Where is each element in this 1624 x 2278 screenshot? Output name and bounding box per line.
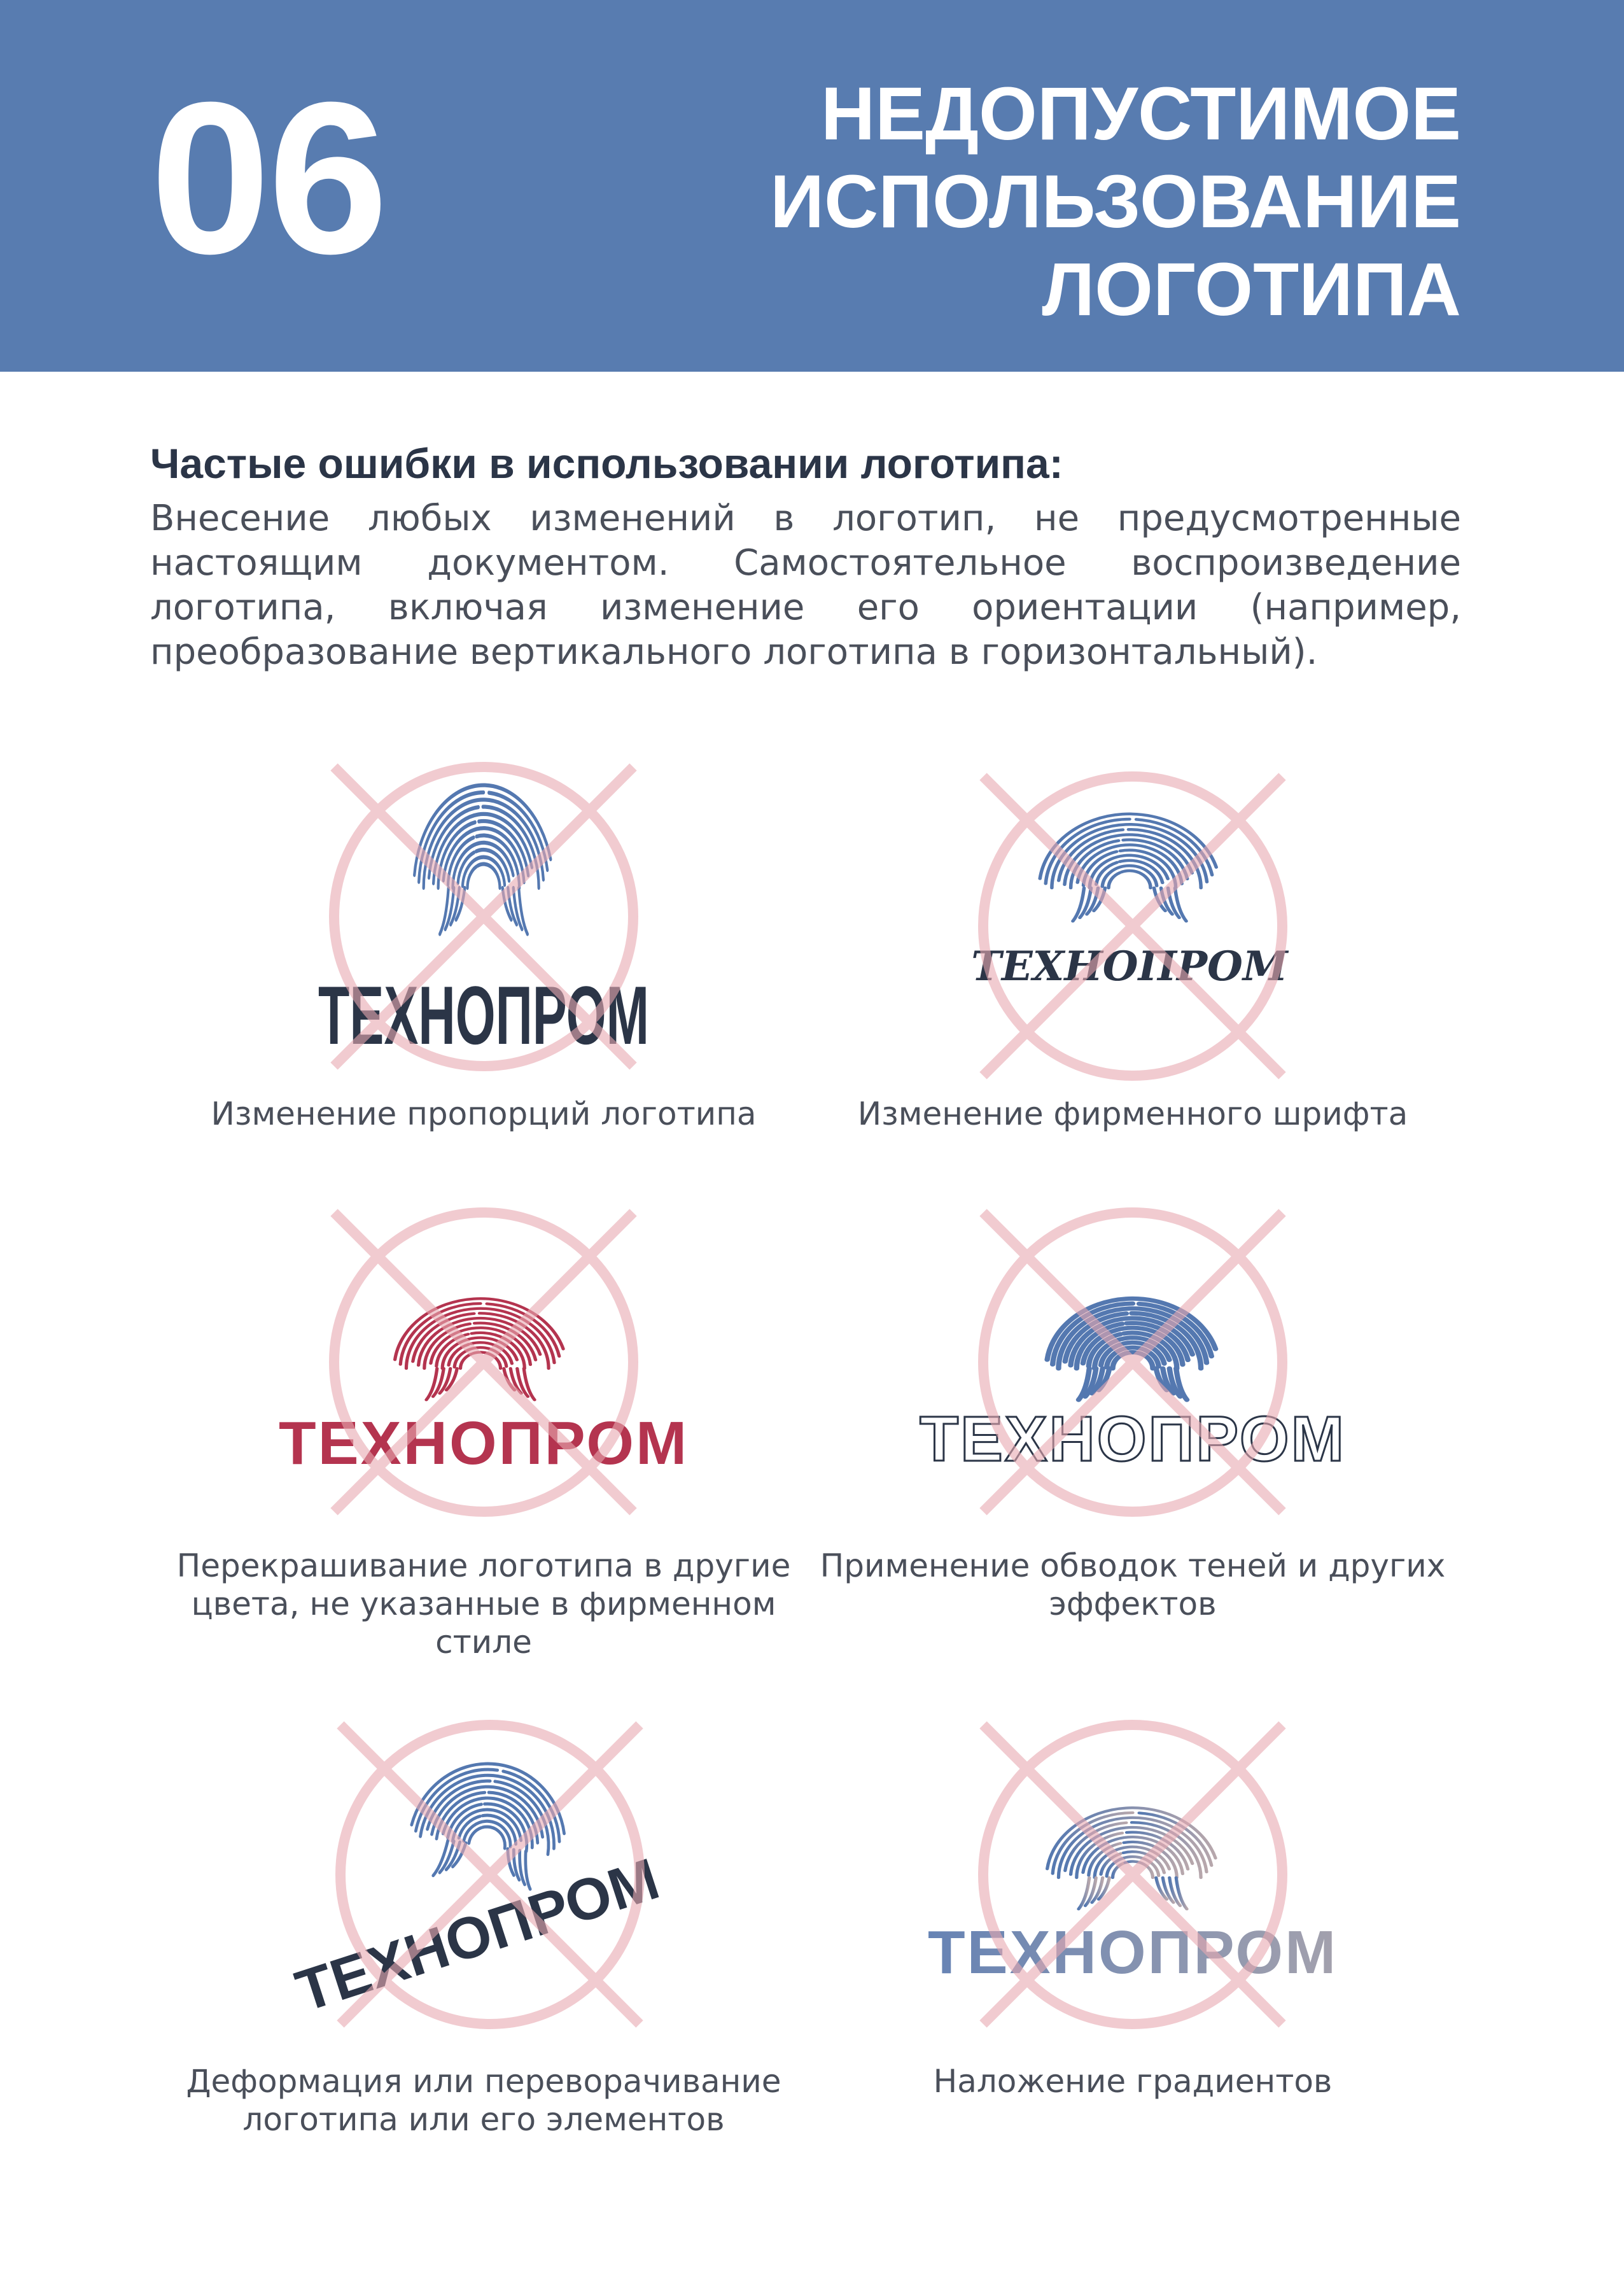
logo-wordmark: ТЕХНОПРОМ	[927, 1918, 1338, 1986]
fingerprint-ridge	[468, 867, 477, 888]
caption-outline: Применение обводок теней и других эффектов	[820, 1547, 1446, 1622]
fingerprint-ridge	[477, 864, 500, 888]
logo-outlined	[815, 1209, 1451, 1566]
section-number: 06	[150, 57, 386, 299]
logo-wordmark: ТЕХНОПРОМ	[278, 1409, 689, 1477]
section-title-line-1: НЕДОПУСТИМОЕ	[821, 72, 1461, 156]
caption-recolor: Перекрашивание логотипа в другие цвета, не указанные в фирменном стиле	[176, 1547, 791, 1661]
section-title-line-3: ЛОГОТИПА	[1042, 248, 1461, 332]
caption-gradient: Наложение градиентов	[933, 2063, 1333, 2100]
caption-rotation: Деформация или переворачивание логотипа или его элементов	[186, 2063, 781, 2138]
logo-distorted-proportions	[165, 751, 802, 1107]
fingerprint-ridge	[1121, 871, 1151, 888]
intro-heading: Частые ошибки в использовании логотипа:	[150, 440, 1063, 487]
logo-changed-font	[815, 751, 1451, 1107]
logo-wordmark: ТЕХНОПРОМ	[318, 968, 650, 1062]
logo-rotated	[165, 1719, 802, 2075]
logo-recolored	[165, 1209, 802, 1566]
fingerprint-icon	[1047, 1298, 1215, 1400]
prohibition-icon	[983, 777, 1282, 1076]
logo-wordmark: ТЕХНОПРОМ	[288, 1846, 667, 2025]
caption-font: Изменение фирменного шрифта	[857, 1095, 1408, 1132]
fingerprint-ridge	[461, 1354, 472, 1368]
section-header	[0, 0, 1624, 372]
logo-wordmark: ТЕХНОПРОМ	[920, 1403, 1346, 1475]
section-title-line-2: ИСПОЛЬЗОВАНИЕ	[770, 160, 1461, 244]
logo-gradient	[815, 1719, 1451, 2075]
fingerprint-ridge	[1109, 873, 1120, 888]
fingerprint-ridge	[479, 1815, 519, 1845]
caption-proportions: Изменение пропорций логотипа	[211, 1095, 757, 1132]
intro-text: Внесение любых изменений в логотип, не предусмотренные настоящим документом. Самостоятельное воспроизведение логотипа, включая изменение его ориентации (например, преобразование вертикального логотипа в горизонтальный).	[150, 498, 1461, 673]
section-title	[570, 70, 1461, 334]
logo-wordmark: ТЕХНОПРОМ	[971, 943, 1288, 990]
